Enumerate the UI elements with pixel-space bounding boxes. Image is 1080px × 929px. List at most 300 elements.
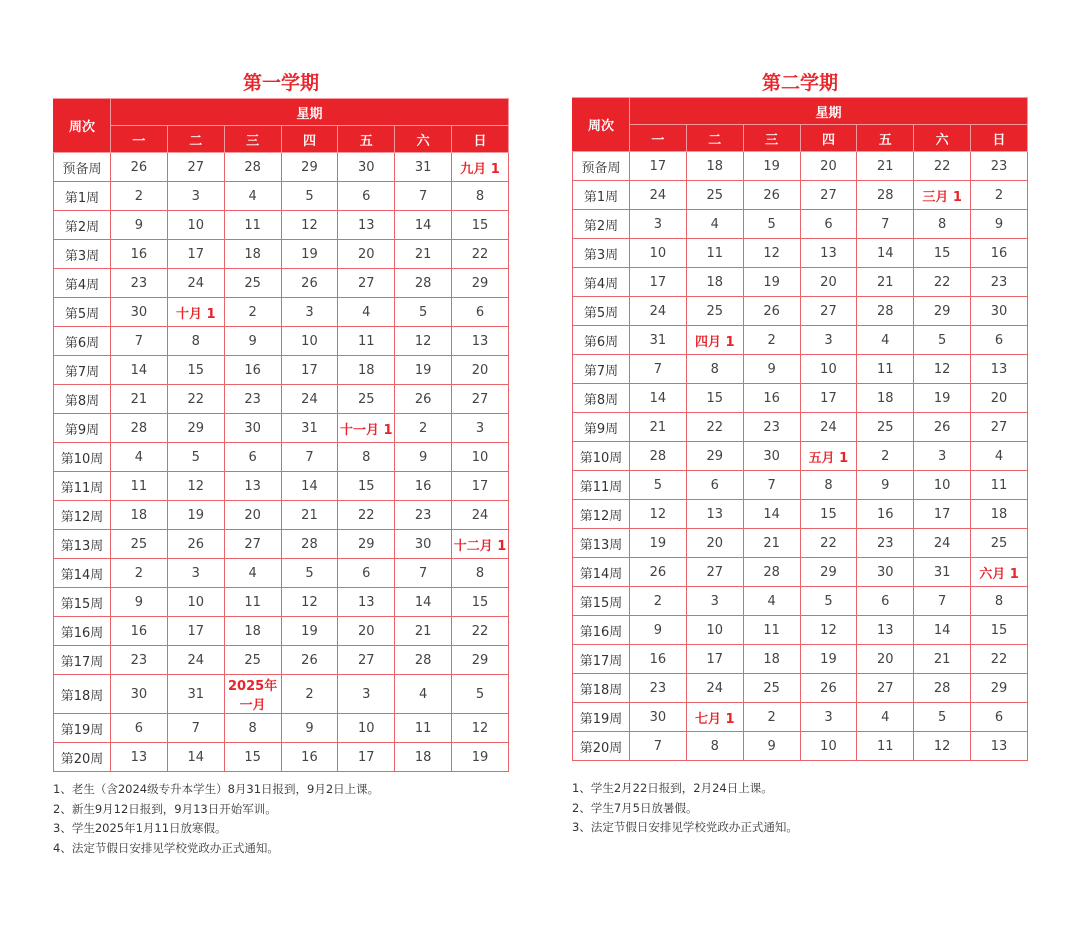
date-cell: 31: [281, 414, 338, 443]
date-cell: 7: [395, 559, 452, 588]
date-cell: 8: [971, 587, 1028, 616]
date-cell: 5: [800, 587, 857, 616]
date-cell: 21: [743, 529, 800, 558]
date-cell: 27: [338, 646, 395, 675]
date-cell: 4: [224, 182, 281, 211]
week-row: [573, 355, 1028, 384]
date-cell: 22: [338, 501, 395, 530]
date-cell: 11: [395, 714, 452, 743]
date-cell: 12: [281, 588, 338, 617]
date-cell: 23: [630, 674, 687, 703]
date-cell: 13: [452, 327, 509, 356]
date-cell: 14: [111, 356, 168, 385]
date-cell: 25: [743, 674, 800, 703]
date-cell: 11: [224, 211, 281, 240]
date-cell: 五月 1: [800, 442, 857, 471]
date-cell: 16: [971, 239, 1028, 268]
date-cell: 4: [971, 442, 1028, 471]
date-cell: 4: [395, 675, 452, 714]
day-header-wed: 三: [743, 125, 800, 152]
date-cell: 12: [452, 714, 509, 743]
date-cell: 23: [395, 501, 452, 530]
date-cell: 15: [167, 356, 224, 385]
date-cell: 24: [167, 269, 224, 298]
semester-2-table-body: [573, 152, 1028, 761]
date-cell: 16: [630, 645, 687, 674]
week-row: [573, 181, 1028, 210]
date-cell: 8: [224, 714, 281, 743]
week-label-cell: 第19周: [573, 703, 630, 732]
date-cell: 16: [111, 240, 168, 269]
date-cell: 2: [281, 675, 338, 714]
date-cell: 11: [857, 355, 914, 384]
date-cell: 18: [686, 152, 743, 181]
date-cell: 19: [743, 152, 800, 181]
date-cell: 15: [452, 211, 509, 240]
date-cell: 19: [281, 617, 338, 646]
date-cell: 21: [395, 240, 452, 269]
week-row: [54, 675, 509, 714]
week-label-cell: 第8周: [573, 384, 630, 413]
week-label-cell: 第17周: [573, 645, 630, 674]
day-header-row: [54, 126, 509, 153]
semester-1-table-body: [54, 153, 509, 772]
date-cell: 10: [167, 588, 224, 617]
date-cell: 13: [338, 211, 395, 240]
date-cell: 10: [800, 732, 857, 761]
date-cell: 2: [630, 587, 687, 616]
date-cell: 17: [281, 356, 338, 385]
date-cell: 10: [338, 714, 395, 743]
date-cell: 3: [800, 326, 857, 355]
date-cell: 17: [167, 617, 224, 646]
date-cell: 9: [111, 211, 168, 240]
week-row: [54, 240, 509, 269]
date-cell: 19: [914, 384, 971, 413]
note-line: 3、法定节假日安排见学校党政办正式通知。: [572, 820, 798, 834]
week-column-header: 周次: [54, 99, 111, 153]
week-label-cell: 第10周: [54, 443, 111, 472]
week-row: [54, 559, 509, 588]
date-cell: 16: [395, 472, 452, 501]
date-cell: 5: [281, 182, 338, 211]
date-cell: 23: [971, 152, 1028, 181]
date-cell: 九月 1: [452, 153, 509, 182]
date-cell: 5: [630, 471, 687, 500]
week-row: [54, 472, 509, 501]
date-cell: 29: [686, 442, 743, 471]
week-row: [573, 384, 1028, 413]
week-row: [54, 501, 509, 530]
date-cell: 10: [630, 239, 687, 268]
week-row: [573, 645, 1028, 674]
date-cell: 2: [111, 559, 168, 588]
date-cell: 16: [111, 617, 168, 646]
week-row: [54, 269, 509, 298]
date-cell: 30: [224, 414, 281, 443]
week-label-cell: 第12周: [573, 500, 630, 529]
date-cell: 24: [452, 501, 509, 530]
week-label-cell: 第9周: [573, 413, 630, 442]
date-cell: 8: [338, 443, 395, 472]
date-cell: 27: [686, 558, 743, 587]
date-cell: 19: [395, 356, 452, 385]
date-cell: 20: [686, 529, 743, 558]
semester-2-calendar-table: [572, 97, 1028, 761]
date-cell: 26: [395, 385, 452, 414]
date-cell: 24: [800, 413, 857, 442]
date-cell: 5: [452, 675, 509, 714]
date-cell: 4: [743, 587, 800, 616]
date-cell: 26: [281, 269, 338, 298]
date-cell: 25: [224, 269, 281, 298]
note-line: 2、新生9月12日报到，9月13日开始军训。: [53, 801, 277, 816]
date-cell: 17: [452, 472, 509, 501]
week-row: [54, 714, 509, 743]
date-cell: 31: [630, 326, 687, 355]
date-cell: 6: [686, 471, 743, 500]
date-cell: 14: [167, 743, 224, 772]
week-row: [54, 385, 509, 414]
week-label-cell: 第3周: [573, 239, 630, 268]
week-row: [54, 743, 509, 772]
date-cell: 六月 1: [971, 558, 1028, 587]
week-row: [54, 153, 509, 182]
date-cell: 2: [395, 414, 452, 443]
day-header-tue: 二: [167, 126, 224, 153]
date-cell: 16: [857, 500, 914, 529]
date-cell: 2: [224, 298, 281, 327]
date-cell: 15: [224, 743, 281, 772]
date-cell: 5: [395, 298, 452, 327]
date-cell: 2025年一月: [224, 675, 281, 714]
date-cell: 21: [281, 501, 338, 530]
date-cell: 13: [857, 616, 914, 645]
date-cell: 5: [281, 559, 338, 588]
date-cell: 十一月 1: [338, 414, 395, 443]
week-label-cell: 第1周: [573, 181, 630, 210]
date-cell: 8: [452, 559, 509, 588]
date-cell: 9: [743, 732, 800, 761]
date-cell: 15: [914, 239, 971, 268]
date-cell: 30: [338, 153, 395, 182]
week-row: [573, 413, 1028, 442]
date-cell: 7: [857, 210, 914, 239]
date-cell: 13: [971, 355, 1028, 384]
date-cell: 2: [743, 703, 800, 732]
week-label-cell: 第3周: [54, 240, 111, 269]
date-cell: 20: [971, 384, 1028, 413]
week-label-cell: 第2周: [54, 211, 111, 240]
date-cell: 26: [800, 674, 857, 703]
date-cell: 14: [630, 384, 687, 413]
day-header-sat: 六: [395, 126, 452, 153]
weekday-group-header: 星期: [630, 98, 1028, 125]
date-cell: 13: [971, 732, 1028, 761]
date-cell: 23: [111, 646, 168, 675]
week-label-cell: 第6周: [54, 327, 111, 356]
date-cell: 12: [800, 616, 857, 645]
date-cell: 6: [338, 182, 395, 211]
date-cell: 29: [914, 297, 971, 326]
date-cell: 27: [800, 181, 857, 210]
date-cell: 15: [971, 616, 1028, 645]
date-cell: 14: [395, 588, 452, 617]
week-label-cell: 第5周: [573, 297, 630, 326]
date-cell: 11: [971, 471, 1028, 500]
week-label-cell: 第7周: [573, 355, 630, 384]
date-cell: 26: [167, 530, 224, 559]
date-cell: 7: [743, 471, 800, 500]
week-label-cell: 第9周: [54, 414, 111, 443]
date-cell: 23: [111, 269, 168, 298]
date-cell: 18: [857, 384, 914, 413]
week-label-cell: 第20周: [54, 743, 111, 772]
date-cell: 7: [111, 327, 168, 356]
week-row: [54, 211, 509, 240]
week-label-cell: 第15周: [573, 587, 630, 616]
week-label-cell: 第6周: [573, 326, 630, 355]
date-cell: 4: [857, 326, 914, 355]
week-label-cell: 第18周: [54, 675, 111, 714]
week-row: [54, 327, 509, 356]
date-cell: 4: [224, 559, 281, 588]
date-cell: 8: [686, 355, 743, 384]
week-label-cell: 第7周: [54, 356, 111, 385]
date-cell: 25: [971, 529, 1028, 558]
date-cell: 5: [743, 210, 800, 239]
date-cell: 8: [167, 327, 224, 356]
date-cell: 21: [857, 268, 914, 297]
date-cell: 28: [111, 414, 168, 443]
date-cell: 28: [914, 674, 971, 703]
date-cell: 22: [971, 645, 1028, 674]
date-cell: 8: [686, 732, 743, 761]
date-cell: 2: [111, 182, 168, 211]
date-cell: 4: [338, 298, 395, 327]
date-cell: 25: [338, 385, 395, 414]
date-cell: 9: [281, 714, 338, 743]
semester-1-title: 第一学期: [242, 72, 319, 94]
date-cell: 22: [167, 385, 224, 414]
date-cell: 16: [281, 743, 338, 772]
date-cell: 20: [800, 152, 857, 181]
date-cell: 5: [914, 703, 971, 732]
week-label-cell: 第15周: [54, 588, 111, 617]
date-cell: 18: [224, 240, 281, 269]
week-row: [573, 239, 1028, 268]
date-cell: 10: [800, 355, 857, 384]
week-label-cell: 第13周: [54, 530, 111, 559]
week-row: [573, 210, 1028, 239]
week-label-cell: 第13周: [573, 529, 630, 558]
date-cell: 20: [338, 240, 395, 269]
date-cell: 12: [630, 500, 687, 529]
date-cell: 19: [630, 529, 687, 558]
week-label-cell: 第11周: [573, 471, 630, 500]
date-cell: 27: [800, 297, 857, 326]
date-cell: 28: [281, 530, 338, 559]
week-label-cell: 第12周: [54, 501, 111, 530]
date-cell: 31: [395, 153, 452, 182]
date-cell: 11: [111, 472, 168, 501]
date-cell: 12: [167, 472, 224, 501]
date-cell: 13: [338, 588, 395, 617]
date-cell: 17: [167, 240, 224, 269]
date-cell: 24: [281, 385, 338, 414]
date-cell: 30: [971, 297, 1028, 326]
date-cell: 4: [686, 210, 743, 239]
week-label-cell: 第4周: [573, 268, 630, 297]
date-cell: 9: [743, 355, 800, 384]
week-row: [573, 703, 1028, 732]
week-row: [54, 443, 509, 472]
date-cell: 7: [281, 443, 338, 472]
date-cell: 17: [630, 268, 687, 297]
day-header-thu: 四: [800, 125, 857, 152]
week-row: [573, 616, 1028, 645]
date-cell: 14: [857, 239, 914, 268]
date-cell: 18: [111, 501, 168, 530]
date-cell: 24: [630, 297, 687, 326]
date-cell: 7: [914, 587, 971, 616]
date-cell: 3: [338, 675, 395, 714]
date-cell: 2: [857, 442, 914, 471]
week-row: [573, 268, 1028, 297]
date-cell: 23: [857, 529, 914, 558]
date-cell: 十月 1: [167, 298, 224, 327]
date-cell: 29: [452, 646, 509, 675]
date-cell: 29: [800, 558, 857, 587]
date-cell: 9: [630, 616, 687, 645]
date-cell: 17: [630, 152, 687, 181]
date-cell: 4: [857, 703, 914, 732]
date-cell: 21: [630, 413, 687, 442]
date-cell: 6: [338, 559, 395, 588]
date-cell: 2: [971, 181, 1028, 210]
date-cell: 28: [630, 442, 687, 471]
day-header-fri: 五: [338, 126, 395, 153]
date-cell: 28: [743, 558, 800, 587]
semester-1-calendar-table: [53, 98, 509, 772]
date-cell: 25: [686, 297, 743, 326]
week-label-cell: 第20周: [573, 732, 630, 761]
date-cell: 27: [167, 153, 224, 182]
week-row: [54, 588, 509, 617]
date-cell: 29: [167, 414, 224, 443]
date-cell: 5: [167, 443, 224, 472]
week-label-cell: 预备周: [573, 152, 630, 181]
week-row: [573, 500, 1028, 529]
date-cell: 27: [971, 413, 1028, 442]
day-header-fri: 五: [857, 125, 914, 152]
date-cell: 26: [743, 181, 800, 210]
date-cell: 三月 1: [914, 181, 971, 210]
date-cell: 18: [743, 645, 800, 674]
week-row: [54, 182, 509, 211]
date-cell: 9: [111, 588, 168, 617]
date-cell: 9: [857, 471, 914, 500]
week-row: [54, 414, 509, 443]
date-cell: 24: [914, 529, 971, 558]
date-cell: 6: [224, 443, 281, 472]
date-cell: 18: [395, 743, 452, 772]
day-header-wed: 三: [224, 126, 281, 153]
date-cell: 7: [167, 714, 224, 743]
week-label-cell: 第4周: [54, 269, 111, 298]
date-cell: 3: [167, 182, 224, 211]
date-cell: 28: [395, 646, 452, 675]
date-cell: 6: [452, 298, 509, 327]
day-header-mon: 一: [630, 125, 687, 152]
date-cell: 23: [224, 385, 281, 414]
date-cell: 14: [281, 472, 338, 501]
weekday-group-header: 星期: [111, 99, 509, 126]
date-cell: 13: [800, 239, 857, 268]
date-cell: 28: [857, 181, 914, 210]
date-cell: 11: [686, 239, 743, 268]
date-cell: 4: [111, 443, 168, 472]
date-cell: 13: [111, 743, 168, 772]
week-row: [573, 587, 1028, 616]
date-cell: 26: [111, 153, 168, 182]
date-cell: 22: [452, 240, 509, 269]
date-cell: 12: [281, 211, 338, 240]
date-cell: 19: [452, 743, 509, 772]
week-label-cell: 第5周: [54, 298, 111, 327]
date-cell: 12: [914, 732, 971, 761]
date-cell: 27: [857, 674, 914, 703]
date-cell: 27: [338, 269, 395, 298]
date-cell: 7: [630, 355, 687, 384]
date-cell: 29: [281, 153, 338, 182]
date-cell: 9: [395, 443, 452, 472]
date-cell: 7: [630, 732, 687, 761]
date-cell: 29: [338, 530, 395, 559]
date-cell: 10: [914, 471, 971, 500]
date-cell: 22: [686, 413, 743, 442]
date-cell: 30: [857, 558, 914, 587]
date-cell: 25: [111, 530, 168, 559]
date-cell: 25: [686, 181, 743, 210]
date-cell: 29: [971, 674, 1028, 703]
week-row: [573, 152, 1028, 181]
date-cell: 18: [686, 268, 743, 297]
week-label-cell: 第14周: [54, 559, 111, 588]
date-cell: 23: [971, 268, 1028, 297]
date-cell: 30: [111, 298, 168, 327]
date-cell: 2: [743, 326, 800, 355]
week-row: [573, 732, 1028, 761]
semester-2-notes: [572, 779, 798, 838]
date-cell: 28: [857, 297, 914, 326]
week-row: [573, 326, 1028, 355]
date-cell: 6: [111, 714, 168, 743]
date-cell: 21: [857, 152, 914, 181]
note-line: 1、老生（含2024级专升本学生）8月31日报到，9月2日上课。: [53, 782, 380, 796]
date-cell: 30: [395, 530, 452, 559]
week-label-cell: 第11周: [54, 472, 111, 501]
day-header-sun: 日: [452, 126, 509, 153]
week-row: [54, 617, 509, 646]
date-cell: 13: [224, 472, 281, 501]
date-cell: 14: [743, 500, 800, 529]
day-header-tue: 二: [686, 125, 743, 152]
date-cell: 9: [971, 210, 1028, 239]
date-cell: 30: [743, 442, 800, 471]
date-cell: 5: [914, 326, 971, 355]
date-cell: 16: [224, 356, 281, 385]
